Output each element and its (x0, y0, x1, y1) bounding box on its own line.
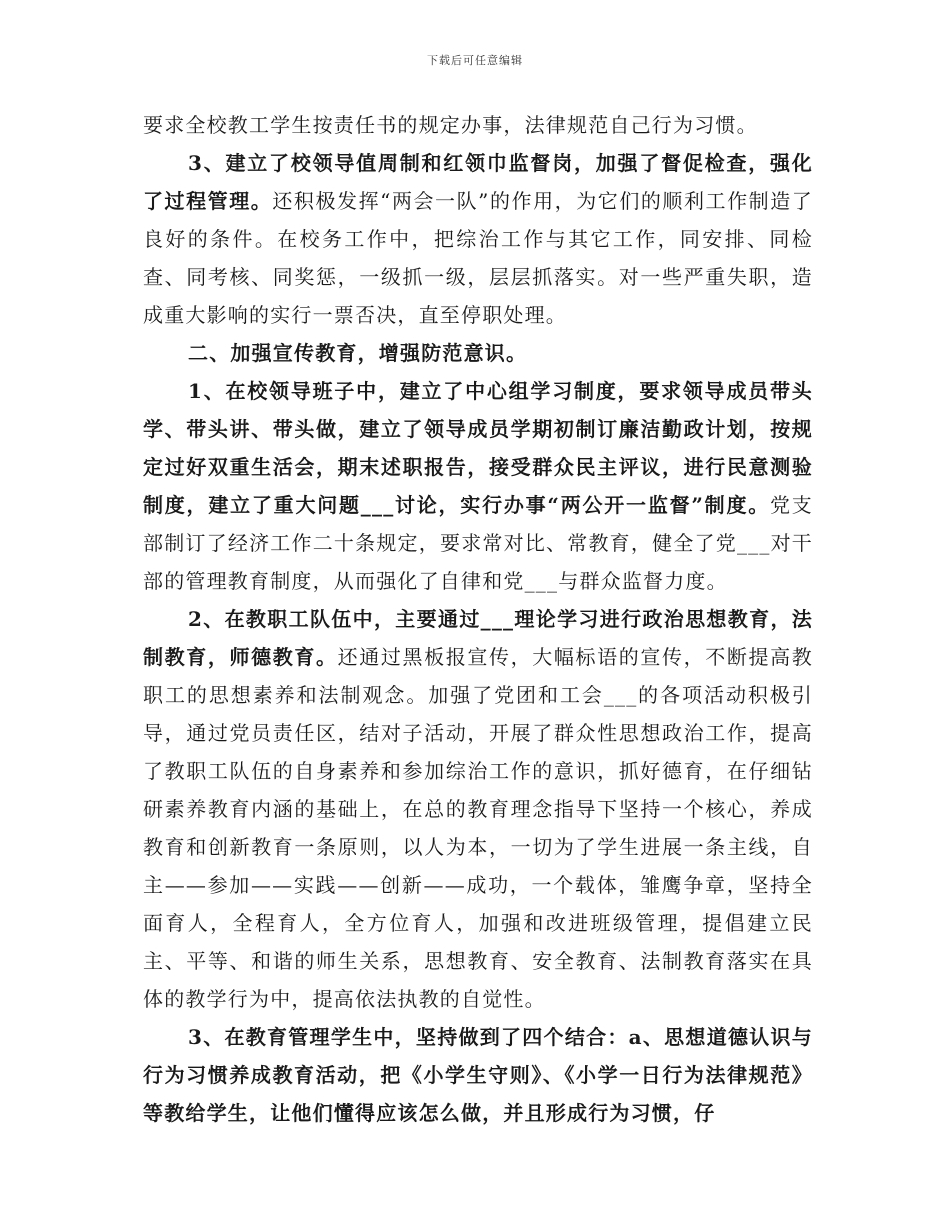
paragraph-lead: 3、在教育管理学生中，坚持做到了四个结合：a、思想道德认识与行为习惯养成教育活动，把《小学生守则》、《小学一日行为法律规范》等教给学生，让他们懂得应该怎么做，并且形成行为习惯，仔 (143, 1025, 813, 1125)
paragraph-lead: 2、在教职工队伍中，主要通过___理论学习进行政治思想教育，法制教育，师德教育。 (143, 607, 813, 669)
paragraph-lead: 二、加强宣传教育，增强防范意识。 (188, 341, 528, 365)
paragraph (143, 106, 813, 144)
paragraph-text: 党支部制订了经济工作二十条规定，要求常对比、常教育，健全了党___对干部的管理教育制度，从而强化了自律和党___与群众监督力度。 (143, 493, 813, 593)
paragraph-text: 还积极发挥“两会一队”的作用，为它们的顺利工作制造了良好的条件。在校务工作中，把综治工作与其它工作，同安排、同检查、同考核、同奖惩，一级抓一级，层层抓落实。对一些严重失职，造成重大影响的实行一票否决，直至停职处理。 (143, 189, 813, 327)
section-heading (143, 334, 813, 372)
paragraph-lead: 3、建立了校领导值周制和红领巾监督岗，加强了督促检查，强化了过程管理。 (143, 151, 813, 213)
page-header-note: 下载后可任意编辑 (427, 54, 523, 67)
paragraph (143, 144, 813, 334)
paragraph (143, 1018, 813, 1132)
paragraph-text: 要求全校教工学生按责任书的规定办事，法律规范自己行为习惯。 (143, 113, 758, 137)
paragraph (143, 372, 813, 600)
paragraph (143, 600, 813, 1018)
paragraph-lead: 1、在校领导班子中，建立了中心组学习制度，要求领导成员带头学、带头讲、带头做，建立了领导成员学期初制订廉洁勤政计划，按规定过好双重生活会，期末述职报告，接受群众民主评议，进行民意测验制度，建立了重大问题___讨论，实行办事“两公开一监督”制度。 (143, 379, 813, 517)
document-body (143, 106, 813, 1132)
paragraph-text: 还通过黑板报宣传，大幅标语的宣传，不断提高教职工的思想素养和法制观念。加强了党团和工会___的各项活动积极引导，通过党员责任区，结对子活动，开展了群众性思想政治工作，提高了教职工队伍的自身素养和参加综治工作的意识，抓好德育，在仔细钻研素养教育内涵的基础上，在总的教育理念指导下坚持一个核心，养成教育和创新教育一条原则，以人为本，一切为了学生进展一条主线，自主——参加——实践——创新——成功，一个载体，雏鹰争章，坚持全面育人，全程育人，全方位育人，加强和改进班级管理，提倡建立民主、平等、和谐的师生关系，思想教育、安全教育、法制教育落实在具体的教学行为中，提高依法执教的自觉性。 (143, 645, 813, 1011)
